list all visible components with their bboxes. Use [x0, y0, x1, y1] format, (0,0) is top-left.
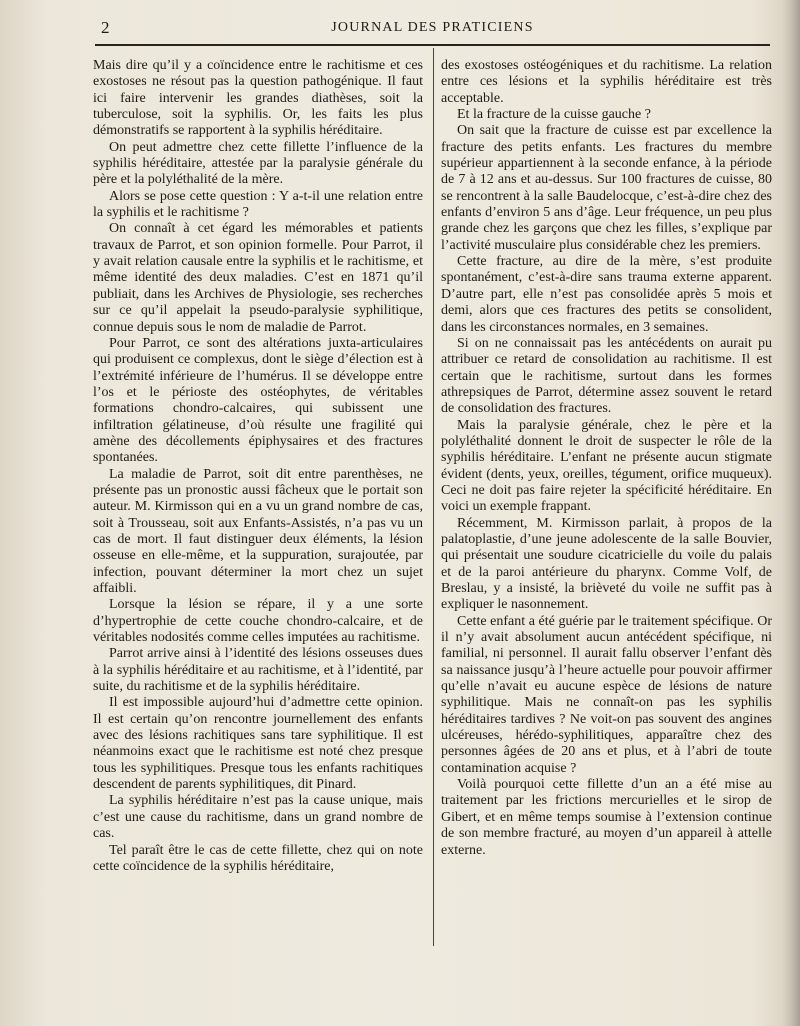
paragraph: Cette fracture, au dire de la mère, s’est produite spontanément, c’est-à-dire sans trauma externe apparent. D’autre part, elle n’est pas consolidée après 5 mois et demi, alors que ces fractures des petits se consolident, dans les circonstances normales, en 3 semaines. — [441, 254, 772, 335]
paragraph: Si on ne connaissait pas les antécédents on aurait pu attribuer ce retard de consolidation au rachitisme. Il est certain que le rachitisme, surtout dans les formes athrepsiques de Parrot, détermine assez souvent le retard de consolidation des fractures. — [441, 335, 772, 417]
paragraph: On connaît à cet égard les mémorables et patients travaux de Parrot, et son opinion formelle. Pour Parrot, il y avait relation causale entre la syphilis et le rachitisme, et même identité des deux maladies. C’est en 1871 qu’il publiait, dans les Archives de Physiologie, ses recherches sur ce qu’il appelait la pseudo-paralysie syphilitique, connue depuis sous le nom de maladie de Parrot. — [93, 221, 423, 335]
paragraph: Mais la paralysie générale, chez le père et la polyléthalité donnent le droit de suspecter le rôle de la syphilis héréditaire. L’enfant ne présente aucun stigmate évident (dents, yeux, oreilles, tégument, orifice muqueux). Ceci ne doit pas faire rejeter la spécificité héréditaire. En voici un exemple frappant. — [441, 417, 772, 515]
paragraph: La syphilis héréditaire n’est pas la cause unique, mais c’est une cause du rachitisme, dans un grand nombre de cas. — [93, 793, 423, 842]
paragraph: Cette enfant a été guérie par le traitement spécifique. Or il n’y avait absolument aucun antécédent spécifique, ni familial, ni personnel. Il aurait fallu observer l’enfant dès sa naissance jusqu’à l’heure actuelle pour pouvoir affirmer qu’elle n’avait eu aucune espèce de lésions de nature syphilitique. Mais ne connaît-on pas les syphilis héréditaires tardives ? Ne voit-on pas souvent des angines ulcéreuses, hérédo-syphilitiques, apparaître chez des personnes âgées de 20 ans et plus, et à l’abri de toute contamination acquise ? — [441, 613, 772, 776]
paragraph: On peut admettre chez cette fillette l’influence de la syphilis héréditaire, attestée par la paralysie générale du père et la polyléthalité de la mère. — [93, 139, 423, 188]
paragraph: Lorsque la lésion se répare, il y a une sorte d’hypertrophie de cette couche chondro-calcaire, et de véritables nodosités comme celles imputées au rachitisme. — [93, 597, 423, 646]
paragraph: La maladie de Parrot, soit dit entre parenthèses, ne présente pas un pronostic aussi fâcheux que le portait son auteur. M. Kirmisson qui en a vu un grand nombre de cas, soit à Trousseau, soit aux Enfants-Assistés, n’a pas vu un cas de mort. Il faut distinguer deux éléments, la lésion osseuse en elle-même, et la suppuration, surajoutée, par infection, pouvant déterminer la mort chez un sujet affaibli. — [93, 466, 423, 596]
paragraph: Voilà pourquoi cette fillette d’un an a été mise au traitement par les frictions mercurielles et le sirop de Gibert, et en même temps soumise à l’extension continue de son membre fracturé, au moyen d’un appareil à attelle externe. — [441, 777, 772, 858]
paragraph: des exostoses ostéogéniques et du rachitisme. La relation entre ces lésions et la syphilis héréditaire est très acceptable. — [441, 58, 772, 106]
paragraph: Et la fracture de la cuisse gauche ? — [457, 107, 651, 123]
paragraph: Récemment, M. Kirmisson parlait, à propos de la palatoplastie, d’une jeune adolescente de la salle Bouvier, qui présentait une soudure cicatricielle du voile du palais et de la paroi antérieure du pharynx. Comme Volf, de Breslau, y a insisté, la brièveté du voile ne suffit pas à expliquer le nasonnement. — [441, 515, 772, 613]
paragraph: Parrot arrive ainsi à l’identité des lésions osseuses dues à la syphilis héréditaire et au rachitisme, et à l’identité, par suite, du rachitisme et de la syphilis héréditaire. — [93, 646, 423, 695]
page-header — [95, 18, 770, 40]
page-edge-shadow — [782, 0, 800, 1026]
paragraph: Alors se pose cette question : Y a-t-il une relation entre la syphilis et le rachitisme ? — [93, 188, 423, 221]
header-rule — [95, 44, 770, 46]
paragraph: Mais dire qu’il y a coïncidence entre le rachitisme et ces exostoses ne résout pas la question pathogénique. Il faut ici faire intervenir les grandes diathèses, soit la tuberculose, soit la syphilis. Or, les faits les plus démonstratifs se rapportent à la syphilis héréditaire. — [93, 58, 423, 139]
page-number: 2 — [101, 18, 110, 37]
paragraph: On sait que la fracture de cuisse est par excellence la fracture des petits enfants. Les fractures du membre supérieur appartiennent à la seconde enfance, à la période de 7 à 12 ans et au-dessus. Sur 100 fractures de cuisse, 80 se rencontrent à la salle Baudelocque, c’est-à-dire chez des enfants d’environ 5 ans d’âge. Leur fréquence, un peu plus grande chez les garçons que chez les filles, s’explique par l’activité musculaire plus considérable chez les premiers. — [441, 123, 772, 253]
journal-title: JOURNAL DES PRATICIENS — [331, 20, 534, 35]
column-divider — [433, 48, 434, 946]
paragraph: Il est impossible aujourd’hui d’admettre cette opinion. Il est certain qu’on rencontre journellement des enfants avec des lésions rachitiques sans tare syphilitique. Il est néanmoins exact que le rachitisme est noté chez presque tous les syphilitiques. Presque tous les enfants rachitiques descendent de parents syphilitiques, dit Pinard. — [93, 695, 423, 793]
paragraph: Pour Parrot, ce sont des altérations juxta-articulaires qui produisent ce complexus, dont le siège d’élection est à l’extrémité inférieure de l’humérus. Il se développe entre l’os et le périoste des ostéophytes, de véritables formations chondro-calcaires, qui subissent une infiltration gélatineuse, d’où résulte une fragilité qui amène des décollements épiphysaires et des fractures spontanées. — [93, 335, 423, 466]
right-column — [441, 58, 772, 859]
left-column — [93, 58, 423, 875]
paragraph: Tel paraît être le cas de cette fillette, chez qui on note cette coïncidence de la syphilis héréditaire, — [93, 842, 423, 874]
